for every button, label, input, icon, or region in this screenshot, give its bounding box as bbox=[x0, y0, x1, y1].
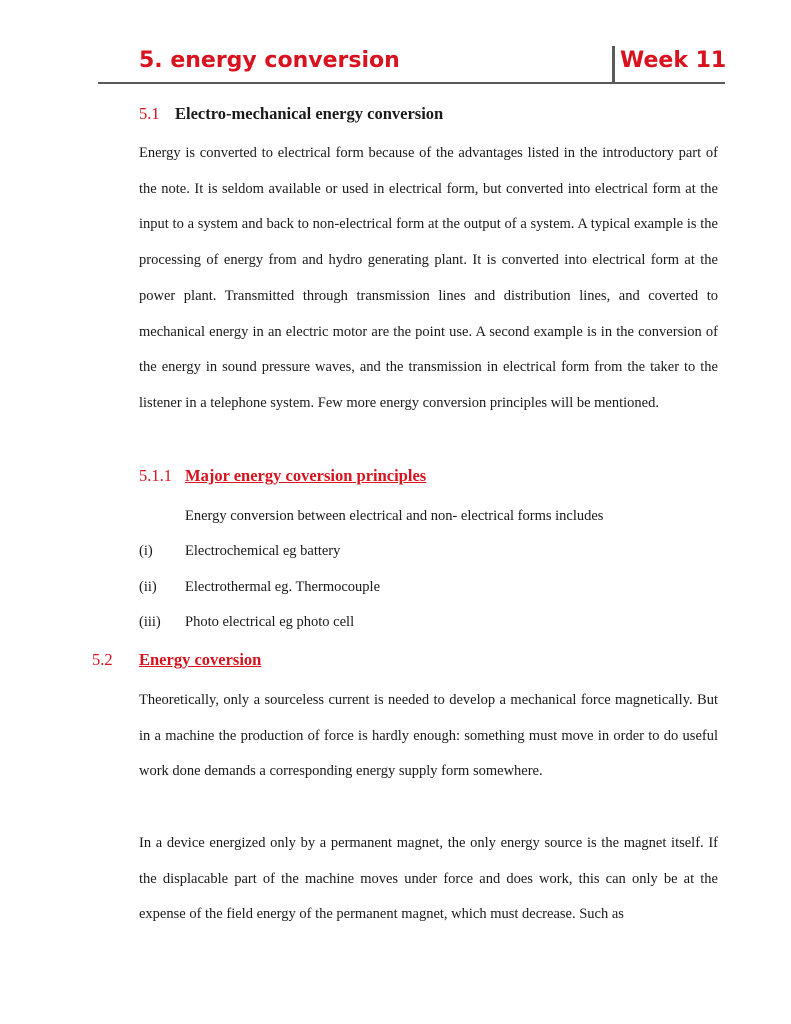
list-item-label: (i) bbox=[139, 543, 153, 559]
week-label: Week 11 bbox=[620, 48, 727, 73]
chapter-title: 5. energy conversion bbox=[139, 48, 400, 73]
section-5-1-heading bbox=[139, 104, 443, 124]
section-5-1-paragraph: Energy is converted to electrical form because of the advantages listed in the introductory part of the note. It is seldom available or used in electrical form, but converted into electrical form at the input to a system and back to non-electrical form at the output of a system. A typical example is the processing of energy from and hydro generating plant. It is converted into electrical form at the power plant. Transmitted through transmission lines and distribution lines, and coverted to mechanical energy in an electric motor are the point use. A second example is in the conversion of the energy in sound pressure waves, and the transmission in electrical form from the taker to the listener in a telephone system. Few more energy conversion principles will be mentioned. bbox=[139, 145, 718, 411]
section-number: 5.1 bbox=[139, 104, 160, 123]
section-title: Major energy coversion principles bbox=[185, 466, 427, 485]
section-title: Energy coversion bbox=[139, 650, 262, 669]
section-title: Electro-mechanical energy conversion bbox=[175, 104, 444, 123]
list-item-text: Electrothermal eg. Thermocouple bbox=[185, 579, 380, 595]
list-item-label: (iii) bbox=[139, 614, 161, 630]
list-item-text: Electrochemical eg battery bbox=[185, 543, 341, 559]
list-item-label: (ii) bbox=[139, 579, 157, 595]
section-number: 5.1.1 bbox=[139, 466, 172, 485]
header-divider bbox=[612, 46, 615, 84]
section-5-2-heading bbox=[92, 650, 261, 670]
header-rule bbox=[98, 82, 725, 84]
section-5-1-1-heading bbox=[139, 466, 426, 486]
section-number: 5.2 bbox=[92, 650, 113, 669]
list-item-text: Photo electrical eg photo cell bbox=[185, 614, 355, 630]
section-5-2-paragraph-2: In a device energized only by a permanent magnet, the only energy source is the magnet itself. If the displacable part of the machine moves under force and does work, this can only be at the expense of the field energy of the permanent magnet, which must decrease. Such as bbox=[139, 835, 718, 923]
section-5-2-paragraph-1: Theoretically, only a sourceless current is needed to develop a mechanical force magnetically. But in a machine the production of force is hardly enough: something must move in order to do useful work done demands a corresponding energy supply form somewhere. bbox=[139, 692, 718, 780]
list-intro: Energy conversion between electrical and non- electrical forms includes bbox=[185, 508, 604, 524]
